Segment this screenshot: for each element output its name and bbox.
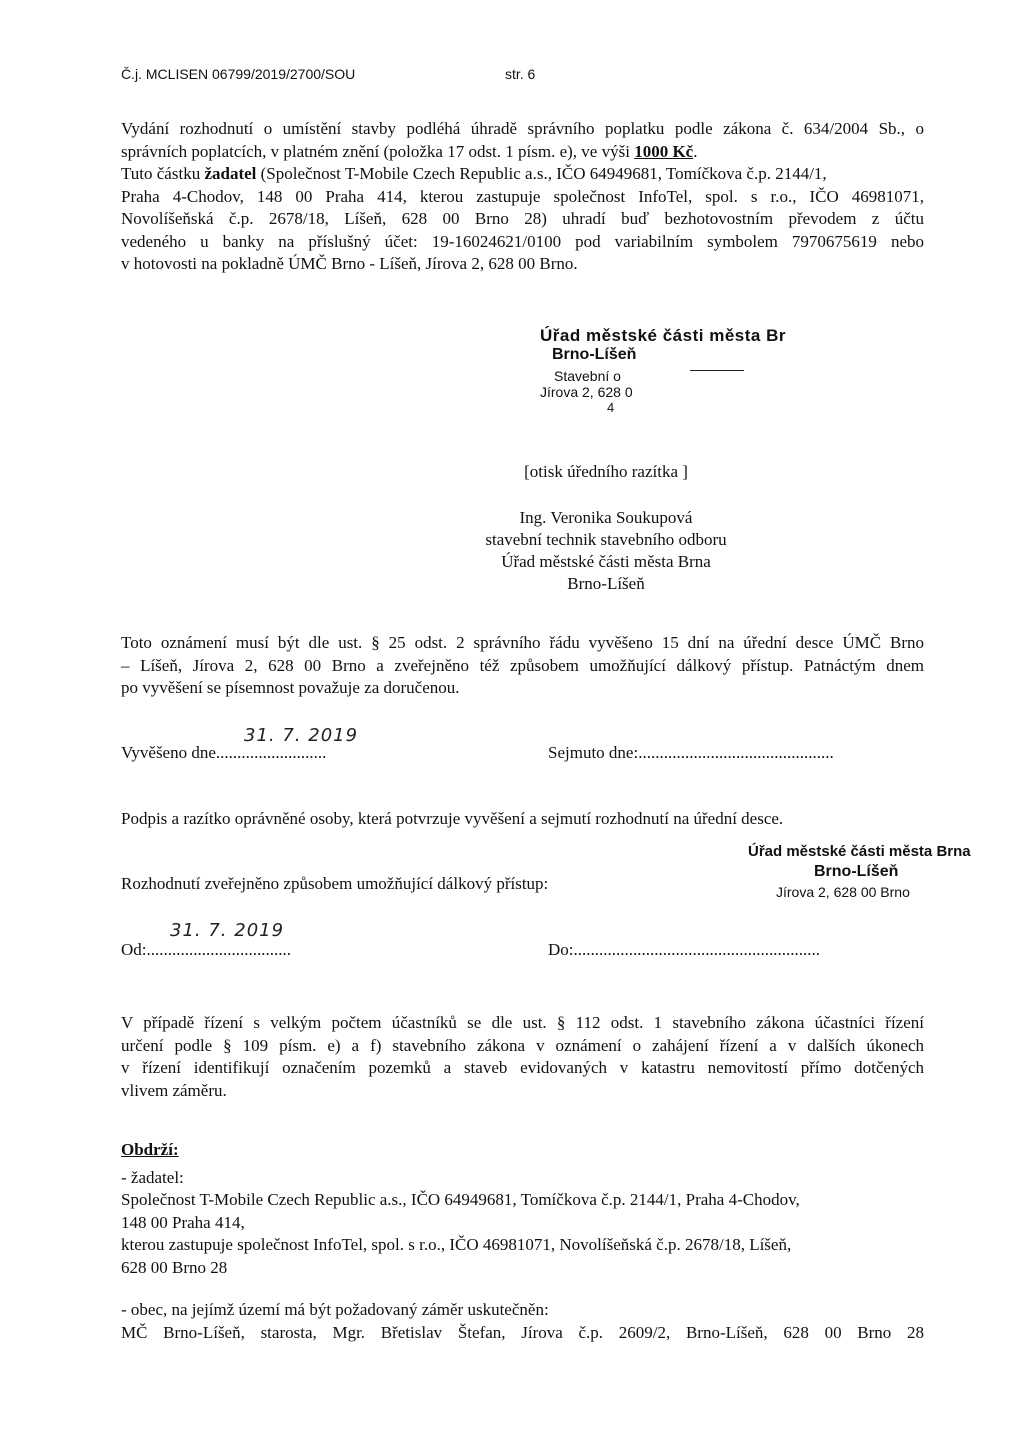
from-field <box>121 940 291 960</box>
procedure-line: V případě řízení s velkým počtem účastníků se dle ust. § 112 odst. 1 stavebního zákona účastníci řízení <box>121 1013 924 1032</box>
fee-amount: 1000 Kč <box>634 141 694 161</box>
fee-line: Vydání rozhodnutí o umístění stavby podléhá úhradě správního poplatku podle zákona č. 634/2004 Sb., o <box>121 119 924 138</box>
applicant-line: Společnost T-Mobile Czech Republic a.s., IČO 64949681, Tomíčkova č.p. 2144/1, Praha 4-Chodov, <box>121 1190 800 1209</box>
posted-label: Vyvěšeno dne <box>121 743 216 762</box>
stamp-number: 4 <box>607 400 615 415</box>
recipients-section <box>121 1139 924 1344</box>
signatory-block <box>380 507 832 595</box>
large-procedure-paragraph <box>121 1012 924 1102</box>
to-dots: .......................................................... <box>573 940 820 959</box>
notice-line: po vyvěšení se písemnost považuje za doručenou. <box>121 678 460 697</box>
stamp-office: Úřad městské části města Br <box>540 326 786 345</box>
posting-stamp-office: Úřad městské části města Brna <box>748 843 971 860</box>
fee-line: v hotovosti na pokladně ÚMČ Brno - Líšeň, Jírova 2, 628 00 Brno. <box>121 254 578 273</box>
posted-handwritten-date: 31. 7. 2019 <box>244 725 359 746</box>
remote-access-label: Rozhodnutí zveřejněno způsobem umožňující dálkový přístup: <box>121 874 549 893</box>
stamp-caption: [otisk úředního razítka ] <box>524 462 688 481</box>
page-number: str. 6 <box>505 66 536 82</box>
applicant-label: žadatel <box>204 164 257 183</box>
fee-line: vedeného u banky na příslušný účet: 19-16024621/0100 pod variabilním symbolem 7970675619 nebo <box>121 231 924 251</box>
removed-dots: .............................................. <box>638 743 834 762</box>
posting-stamp-address: Jírova 2, 628 00 Brno <box>776 884 910 900</box>
official-stamp <box>540 326 840 415</box>
stamp-address: Jírova 2, 628 0 <box>540 384 633 400</box>
posting-stamp <box>748 842 988 902</box>
signatory-role: stavební technik stavebního odboru <box>485 530 727 549</box>
applicant-line: 148 00 Praha 414, <box>121 1212 245 1232</box>
page-header <box>121 66 821 82</box>
from-dots: .................................. <box>146 940 291 959</box>
notice-line: – Líšeň, Jírova 2, 628 00 Brno a zveřejněno též způsobem umožňující dálkový přístup. Patnáctým dnem <box>121 655 924 675</box>
signatory-district: Brno-Líšeň <box>567 574 645 593</box>
stamp-signature-stroke <box>690 370 744 371</box>
procedure-line: určení podle § 109 písm. e) a f) stavebního zákona v oznámení o zahájení řízení a v dalších úkonech <box>121 1035 924 1055</box>
applicant-label: - žadatel: <box>121 1167 184 1187</box>
removed-label: Sejmuto dne: <box>548 743 639 762</box>
stamp-district: Brno-Líšeň <box>552 346 637 363</box>
fee-line: správních poplatcích, v platném znění (položka 17 odst. 1 písm. e), ve výši 1000 Kč. <box>121 141 698 161</box>
procedure-line: v řízení identifikují označením pozemků a staveb evidovaných v katastru nemovitostí přímo dotčených <box>121 1058 924 1077</box>
signature-note: Podpis a razítko oprávněné osoby, která potvrzuje vyvěšení a sejmutí rozhodnutí na úřední desce. <box>121 809 784 828</box>
applicant-line: kterou zastupuje společnost InfoTel, spol. s r.o., IČO 46981071, Novolíšeňská č.p. 2678/18, Líšeň, <box>121 1235 792 1254</box>
posting-stamp-district: Brno-Líšeň <box>814 863 899 880</box>
to-field <box>548 940 820 960</box>
posted-field <box>121 743 326 763</box>
municipality-label: - obec, na jejímž území má být požadovaný záměr uskutečněn: <box>121 1300 549 1319</box>
procedure-line: vlivem záměru. <box>121 1080 227 1100</box>
fee-line: Tuto částku žadatel (Společnost T-Mobile Czech Republic a.s., IČO 64949681, Tomíčkova č.p. 2144/1, <box>121 164 827 183</box>
from-label: Od: <box>121 940 147 959</box>
recipients-heading: Obdrží: <box>121 1140 179 1159</box>
notice-line: Toto oznámení musí být dle ust. § 25 odst. 2 správního řádu vyvěšeno 15 dní na úřední desce ÚMČ Brno <box>121 633 924 652</box>
applicant-line: 628 00 Brno 28 <box>121 1257 228 1277</box>
posted-dots: .......................... <box>215 743 327 762</box>
notice-paragraph <box>121 632 924 700</box>
to-label: Do: <box>548 940 574 959</box>
signatory-office: Úřad městské části města Brna <box>501 552 711 571</box>
removed-field <box>548 743 834 763</box>
stamp-department: Stavební o <box>554 368 621 384</box>
signatory-name: Ing. Veronika Soukupová <box>519 508 693 527</box>
reference-number: Č.j. MCLISEN 06799/2019/2700/SOU <box>121 66 356 82</box>
municipality-line: MČ Brno-Líšeň, starosta, Mgr. Břetislav Štefan, Jírova č.p. 2609/2, Brno-Líšeň, 628 00 Brno 28 <box>121 1322 924 1342</box>
fee-line: Praha 4-Chodov, 148 00 Praha 414, kterou zastupuje společnost InfoTel, spol. s r.o., IČO 46981071, <box>121 186 924 206</box>
from-handwritten-date: 31. 7. 2019 <box>170 920 285 941</box>
fee-paragraph <box>121 118 924 276</box>
fee-line: Novolíšeňská č.p. 2678/18, Líšeň, 628 00 Brno 28) uhradí buď bezhotovostním převodem z účtu <box>121 209 924 228</box>
